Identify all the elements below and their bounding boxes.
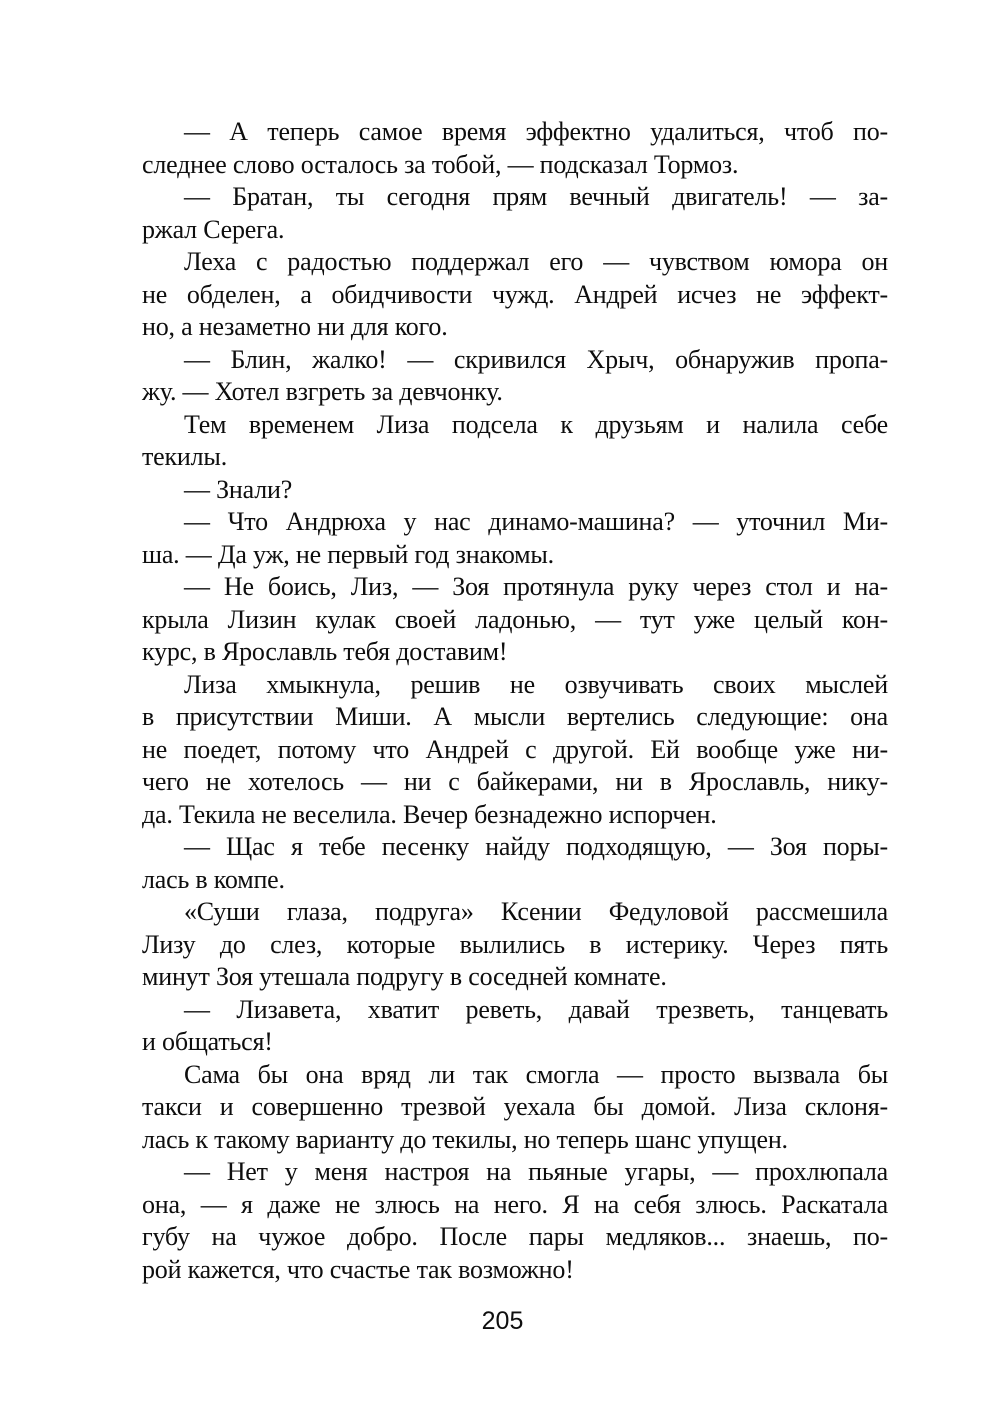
text-line: Лизу до слез, которые вылились в истерику. Через пять [142,929,888,959]
text-line: Лиза хмыкнула, решив не озвучивать своих мыслей [184,669,888,699]
text-line: — Знали? [184,474,293,504]
paragraph [142,474,888,507]
text-line: — Братан, ты сегодня прям вечный двигатель! — за- [184,182,888,211]
text-line: — Не боись, Лиз, — Зоя протянула руку через стол и на- [184,572,888,601]
paragraph [142,1059,888,1157]
text-line: ржал Серега. [142,214,285,244]
text-line: лась к такому варианту до текилы, но теперь шанс упущен. [142,1124,788,1154]
paragraph [142,409,888,474]
text-line: — А теперь самое время эффектно удалиться, чтоб по- [184,117,888,146]
text-line: рой кажется, что счастье так возможно! [142,1254,574,1284]
text-line: крыла Лизин кулак своей ладонью, — тут уже целый кон- [142,604,888,634]
text-line: чего не хотелось — ни с байкерами, ни в Ярославль, нику- [142,767,888,796]
text-line: — Нет у меня настроя на пьяные угары, — прохлюпала [184,1157,888,1186]
paragraph [142,506,888,571]
text-line: Леха с радостью поддержал его — чувством юмора он [184,247,888,276]
text-line: текилы. [142,442,227,471]
text-line: губу на чужое добро. После пары медляков... знаешь, по- [142,1222,888,1251]
paragraph [142,116,888,181]
text-line: — Блин, жалко! — скривился Хрыч, обнаружив пропа- [184,344,888,374]
text-line: не обделен, а обидчивости чужд. Андрей исчез не эффект- [142,279,888,309]
text-line: жу. — Хотел взгреть за девчонку. [142,377,503,406]
text-line: минут Зоя утешала подругу в соседней комнате. [142,962,667,991]
text-line: такси и совершенно трезвой уехала бы домой. Лиза склоня- [142,1092,888,1121]
text-line: Тем временем Лиза подсела к друзьям и налила себе [184,409,888,439]
text-line: не поедет, потому что Андрей с другой. Ей вообще уже ни- [142,734,888,764]
text-line: — Лизавета, хватит реветь, давай трезветь, танцевать [184,994,888,1024]
page-text [142,116,888,1286]
text-line: да. Текила не веселила. Вечер безнадежно испорчен. [142,799,717,829]
text-line: курс, в Ярославль тебя доставим! [142,637,508,666]
paragraph [142,669,888,832]
text-line: она, — я даже не злюсь на него. Я на себя злюсь. Раскатала [142,1189,888,1219]
paragraph [142,994,888,1059]
paragraph [142,896,888,994]
text-line: «Суши глаза, подруга» Ксении Федуловой рассмешила [184,897,888,926]
paragraph [142,1156,888,1286]
paragraph [142,831,888,896]
text-line: в присутствии Миши. А мысли вертелись следующие: она [142,702,888,731]
paragraph [142,344,888,409]
text-line: лась в компе. [142,864,285,894]
paragraph [142,571,888,669]
text-line: ша. — Да уж, не первый год знакомы. [142,539,554,569]
text-line: — Что Андрюха у нас динамо-машина? — уточнил Ми- [184,507,888,536]
text-line: и общаться! [142,1027,273,1056]
text-line: но, а незаметно ни для кого. [142,312,448,341]
page-number: 205 [481,1307,524,1335]
text-line: Сама бы она вряд ли так смогла — просто вызвала бы [184,1059,888,1089]
text-line: следнее слово осталось за тобой, — подсказал Тормоз. [142,149,739,179]
paragraph [142,246,888,344]
text-line: — Щас я тебе песенку найду подходящую, — Зоя поры- [184,832,888,861]
paragraph [142,181,888,246]
